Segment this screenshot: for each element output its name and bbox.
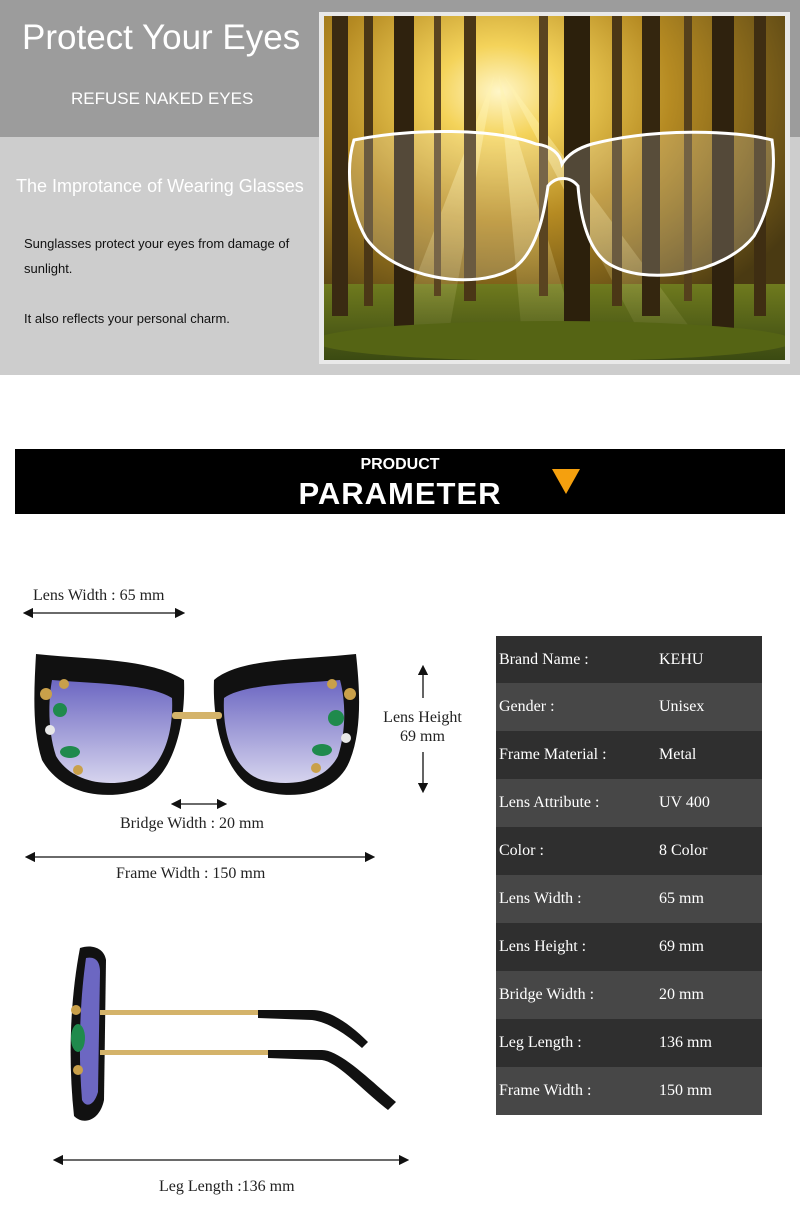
- spec-value: KEHU: [659, 651, 704, 668]
- glasses-side-view: [71, 947, 396, 1121]
- lens-height-value: 69 mm: [400, 728, 445, 745]
- banner-headline: Protect Your Eyes: [22, 18, 301, 57]
- spec-row-lens-attribute: [496, 779, 762, 827]
- spec-value: UV 400: [659, 794, 710, 811]
- spec-row-leg-length: [496, 1019, 762, 1067]
- spec-key: Color :: [499, 842, 544, 859]
- spec-value: 20 mm: [659, 986, 704, 1003]
- spec-key: Bridge Width :: [499, 986, 595, 1003]
- product-parameter-banner: [15, 449, 785, 514]
- spec-key: Brand Name :: [499, 651, 589, 668]
- leg-length-label: Leg Length :136 mm: [159, 1178, 295, 1195]
- frame-width-label: Frame Width : 150 mm: [116, 865, 266, 882]
- forest-glasses-image: [324, 16, 785, 360]
- spec-value: 150 mm: [659, 1082, 712, 1099]
- lens-height-label: Lens Height: [383, 709, 462, 726]
- spec-value: Metal: [659, 746, 697, 763]
- spec-row-gender: [496, 683, 762, 731]
- spec-value: Unisex: [659, 698, 705, 715]
- spec-row-bridge-width: [496, 971, 762, 1019]
- glasses-dimension-drawing: [0, 580, 480, 1220]
- banner-subheadline: REFUSE NAKED EYES: [71, 89, 254, 108]
- spec-value: 8 Color: [659, 842, 708, 859]
- spec-value: 65 mm: [659, 890, 704, 907]
- paragraph-sun-protection: Sunglasses protect your eyes from damage of sunlight.: [24, 236, 290, 276]
- spec-key: Lens Attribute :: [499, 794, 600, 811]
- spec-key: Lens Width :: [499, 890, 582, 907]
- spec-row-lens-width: [496, 875, 762, 923]
- spec-row-brand: [496, 636, 762, 683]
- spec-row-lens-height: [496, 923, 762, 971]
- parameter-small-title: PRODUCT: [360, 456, 440, 473]
- spec-row-frame-material: [496, 731, 762, 779]
- importance-heading: The Improtance of Wearing Glasses: [16, 176, 304, 196]
- spec-value: 136 mm: [659, 1034, 712, 1051]
- spec-key: Lens Height :: [499, 938, 587, 955]
- glasses-front-view: [34, 654, 359, 795]
- spec-key: Leg Length :: [499, 1034, 582, 1051]
- bridge-width-label: Bridge Width : 20 mm: [120, 815, 264, 832]
- spec-row-color: [496, 827, 762, 875]
- spec-key: Gender :: [499, 698, 555, 715]
- spec-value: 69 mm: [659, 938, 704, 955]
- paragraph-personal-charm: It also reflects your personal charm.: [24, 311, 230, 326]
- spec-key: Frame Material :: [499, 746, 607, 763]
- lens-width-label: Lens Width : 65 mm: [33, 587, 165, 604]
- spec-key: Frame Width :: [499, 1082, 592, 1099]
- orange-down-triangle-icon: [552, 469, 580, 494]
- parameter-big-title: PARAMETER: [298, 476, 502, 511]
- spec-row-frame-width: [496, 1067, 762, 1115]
- spec-table: [496, 636, 762, 1115]
